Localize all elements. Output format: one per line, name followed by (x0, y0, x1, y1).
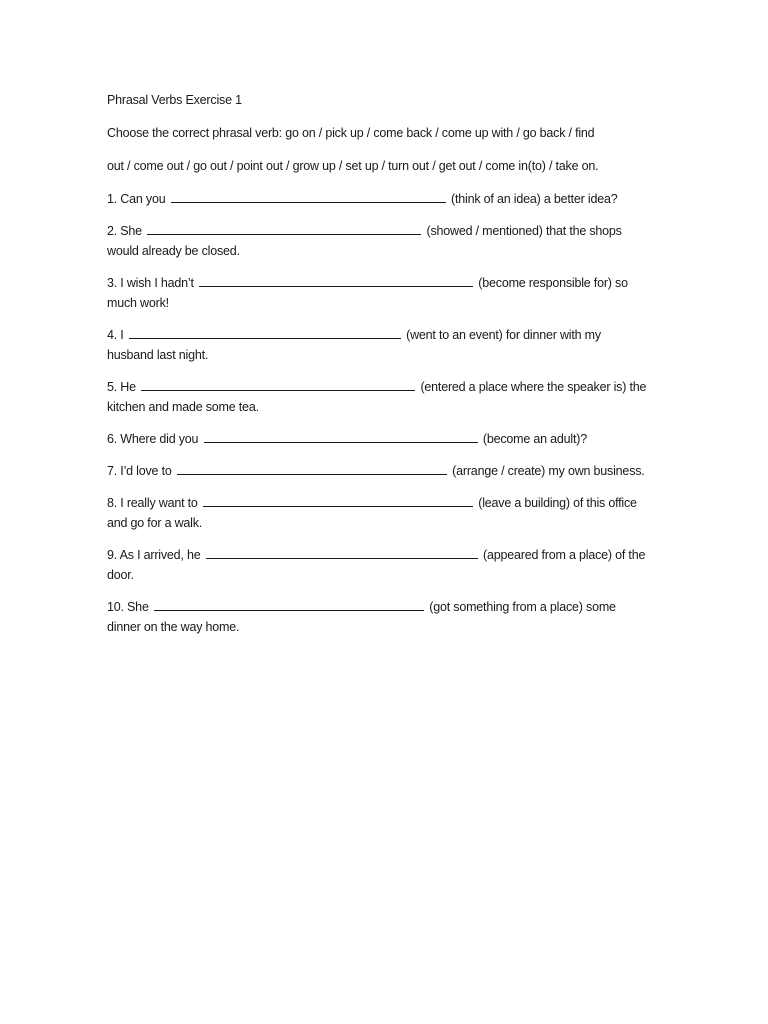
question-6 (107, 429, 667, 449)
question-4 (107, 325, 667, 365)
question-continuation: and go for a walk. (107, 516, 203, 530)
question-text: 10. She (107, 600, 149, 614)
question-hint: (went to an event) for dinner with my (406, 328, 601, 342)
question-text: 4. I (107, 328, 124, 342)
question-text: 6. Where did you (107, 432, 199, 446)
question-5 (107, 377, 667, 417)
question-1 (107, 189, 667, 209)
question-text: 3. I wish I hadn’t (107, 276, 194, 290)
question-hint: (leave a building) of this office (478, 496, 637, 510)
question-hint: (showed / mentioned) that the shops (426, 224, 622, 238)
question-hint: (appeared from a place) of the (483, 548, 646, 562)
answer-blank[interactable] (141, 378, 415, 391)
answer-blank[interactable] (147, 222, 421, 235)
answer-blank[interactable] (204, 430, 478, 443)
question-10 (107, 597, 667, 637)
instruction-line-2: out / come out / go out / point out / grow up / set up / turn out / get out / come in(to) / take on. (107, 159, 599, 173)
question-7 (107, 461, 667, 481)
question-text: 5. He (107, 380, 136, 394)
question-continuation: would already be closed. (107, 244, 240, 258)
question-continuation: kitchen and made some tea. (107, 400, 259, 414)
answer-blank[interactable] (199, 274, 473, 287)
question-hint: (become responsible for) so (478, 276, 628, 290)
question-text: 7. I’d love to (107, 464, 172, 478)
worksheet-page (107, 90, 667, 649)
question-hint: (got something from a place) some (429, 600, 616, 614)
question-2 (107, 221, 667, 261)
question-continuation: much work! (107, 296, 169, 310)
question-hint: (arrange / create) my own business. (452, 464, 645, 478)
question-hint: (think of an idea) a better idea? (451, 192, 618, 206)
instruction-line-1: Choose the correct phrasal verb: go on / pick up / come back / come up with / go back / find (107, 126, 595, 140)
question-text: 9. As I arrived, he (107, 548, 201, 562)
question-text: 2. She (107, 224, 142, 238)
question-text: 8. I really want to (107, 496, 198, 510)
answer-blank[interactable] (154, 598, 424, 611)
question-8 (107, 493, 667, 533)
question-3 (107, 273, 667, 313)
answer-blank[interactable] (203, 494, 473, 507)
answer-blank[interactable] (177, 462, 447, 475)
question-9 (107, 545, 667, 585)
question-continuation: dinner on the way home. (107, 620, 240, 634)
worksheet-title: Phrasal Verbs Exercise 1 (107, 93, 242, 107)
question-continuation: door. (107, 568, 134, 582)
question-hint: (entered a place where the speaker is) the (420, 380, 647, 394)
question-hint: (become an adult)? (482, 432, 587, 446)
answer-blank[interactable] (129, 326, 401, 339)
answer-blank[interactable] (171, 190, 446, 203)
answer-blank[interactable] (206, 546, 478, 559)
question-text: 1. Can you (107, 192, 166, 206)
question-continuation: husband last night. (107, 348, 209, 362)
